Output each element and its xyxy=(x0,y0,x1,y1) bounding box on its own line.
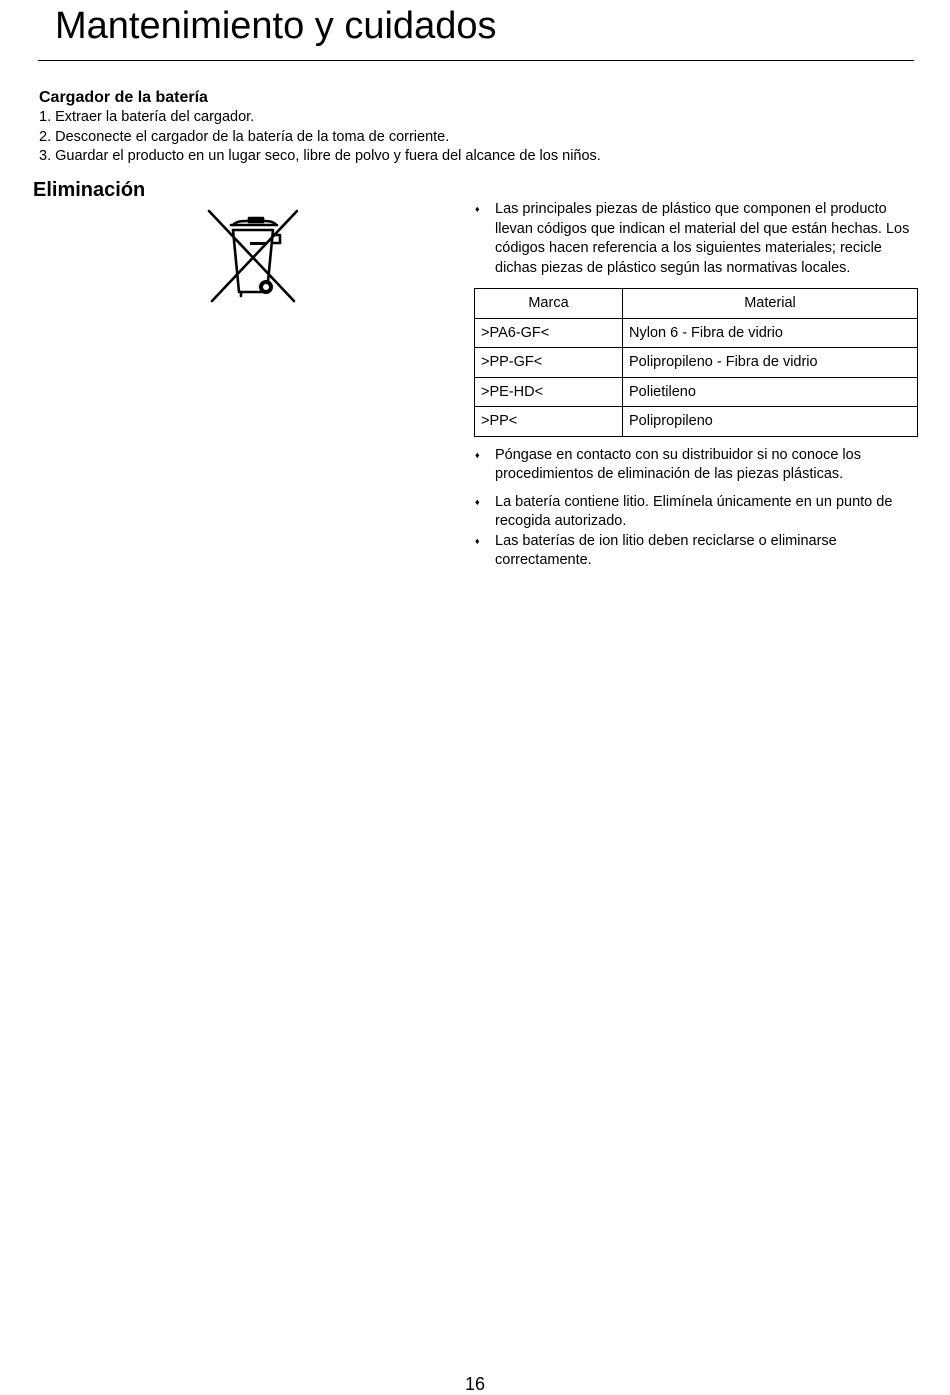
step-item: 1. Extraer la batería del cargador. xyxy=(39,109,255,125)
crossed-out-wheelie-bin-icon xyxy=(206,208,298,304)
battery-charger-steps xyxy=(39,108,899,167)
materials-table-wrapper xyxy=(474,288,918,437)
table-row xyxy=(475,318,918,348)
step-item: 3. Guardar el producto en un lugar seco, libre de polvo y fuera del alcance de los niños. xyxy=(39,148,601,164)
disposal-right-column xyxy=(474,200,920,571)
page-number: 16 xyxy=(464,1374,486,1394)
table-cell-code: >PA6-GF< xyxy=(475,318,623,348)
step-item: 2. Desconecte el cargador de la batería de la toma de corriente. xyxy=(39,128,450,145)
bullet-text: Póngase en contacto con su distribuidor si no conoce los procedimientos de eliminación de las piezas plásticas. xyxy=(495,446,861,482)
bullet-item xyxy=(474,446,920,485)
diamond-bullet-icon: ♦ xyxy=(475,204,480,214)
table-cell-code: >PP-GF< xyxy=(475,348,623,378)
battery-charger-heading: Cargador de la batería xyxy=(39,89,208,106)
page-title: Mantenimiento y cuidados xyxy=(55,5,497,47)
title-divider xyxy=(38,60,914,61)
materials-table xyxy=(474,288,918,437)
diamond-bullet-icon: ♦ xyxy=(475,535,480,546)
table-cell-material: Polipropileno xyxy=(623,407,918,437)
bullet-text: Las principales piezas de plástico que componen el producto llevan códigos que indican el material del que están hechas. Los códigos hacen referencia a los siguientes materiales; recicle dichas piezas de plástico según las normativas locales. xyxy=(495,201,910,276)
diamond-bullet-icon: ♦ xyxy=(475,449,480,460)
table-cell-material: Nylon 6 - Fibra de vidrio xyxy=(623,318,918,348)
table-row xyxy=(475,407,918,437)
table-cell-material: Polipropileno - Fibra de vidrio xyxy=(623,348,918,378)
battery-charger-section xyxy=(39,88,899,167)
bullet-text: La batería contiene litio. Elimínela únicamente en un punto de recogida autorizado. xyxy=(495,493,893,529)
bullet-item xyxy=(474,532,920,571)
table-cell-code: >PE-HD< xyxy=(475,377,623,407)
bullet-item xyxy=(474,493,920,532)
table-cell-code: >PP< xyxy=(475,407,623,437)
bullet-text: Las baterías de ion litio deben reciclarse o eliminarse correctamente. xyxy=(495,532,837,568)
diamond-bullet-icon: ♦ xyxy=(475,496,480,507)
column-header-material: Material xyxy=(623,289,918,319)
table-row xyxy=(475,377,918,407)
table-cell-material: Polietileno xyxy=(623,377,918,407)
column-header-marca: Marca xyxy=(475,289,623,319)
bullet-item xyxy=(474,200,920,278)
disposal-heading: Eliminación xyxy=(33,179,146,201)
table-row xyxy=(475,348,918,378)
disposal-notes xyxy=(474,446,920,571)
table-header-row xyxy=(475,289,918,319)
